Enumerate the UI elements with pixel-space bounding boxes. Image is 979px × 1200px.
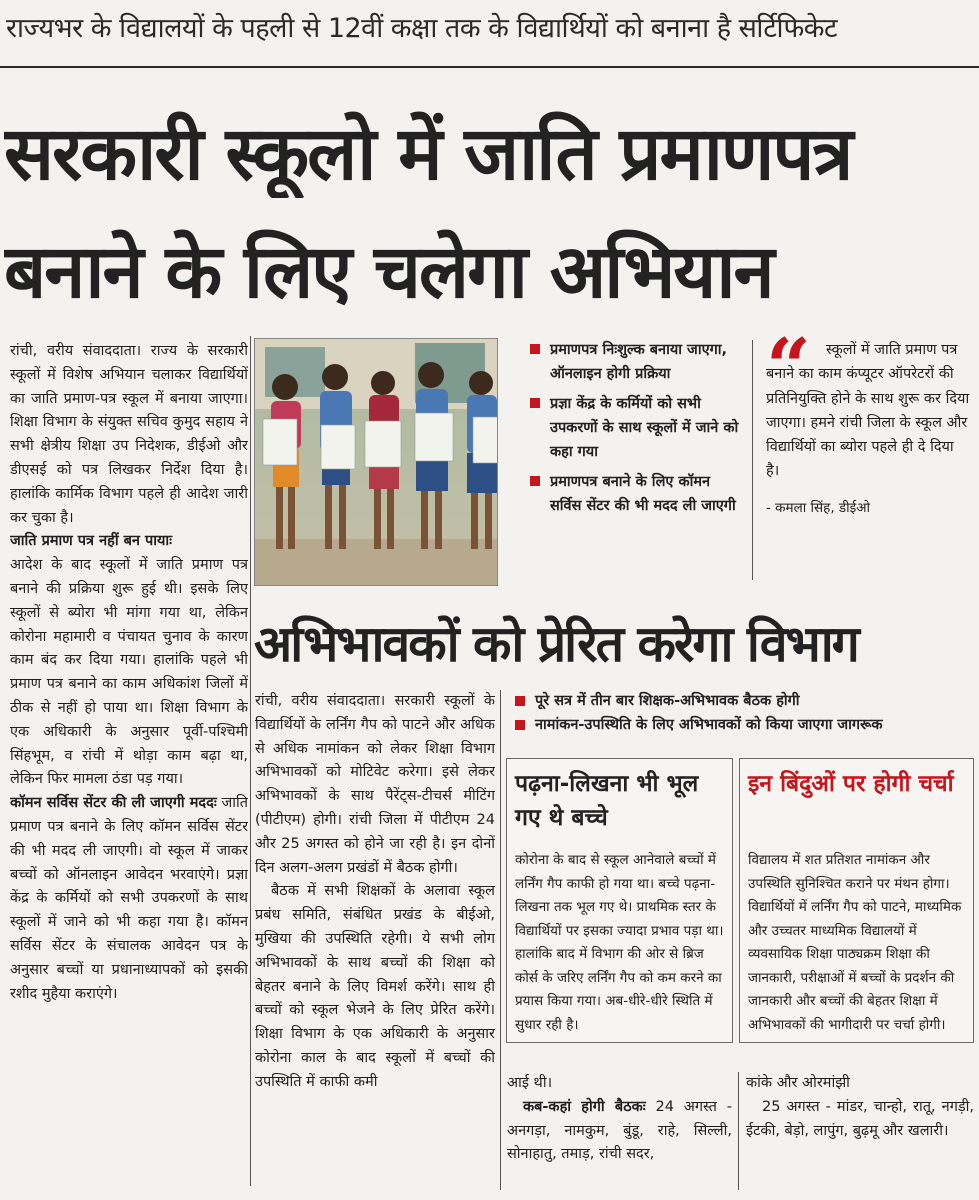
sidebar-box-title: इन बिंदुओं पर होगी चर्चा — [748, 771, 954, 797]
highlight-text: प्रज्ञा केंद्र के कर्मियों को सभी उपकरणों के साथ स्कूलों में जाने को कहा गया — [550, 396, 739, 460]
headline-line-1: सरकारी स्कूलो में जाति प्रमाणपत्र — [4, 111, 852, 197]
column-divider-quote — [752, 340, 753, 580]
story2-subhead: कब-कहां होगी बैठकः — [523, 1098, 646, 1115]
sidebar-box-body: कोरोना के बाद से स्कूल आनेवाले बच्चों में लर्निंग गैप काफी हो गया था। बच्चे पढ़ना-लिखना तक भूल गए थे। प्राथमिक स्तर के विद्यार्थियों पर इसका ज्यादा प्रभाव पड़ा था। हालांकि बाद में विभाग की ओर से ब्रिज कोर्स के जरिए लर्निंग गैप को कम करने का प्रयास किया गया। अब-धीरे-धीरे स्थिति में सुधार रही है। — [515, 852, 724, 1033]
story2-column — [255, 690, 495, 1190]
story2-headline: अभिभावकों को प्रेरित करेगा विभाग — [254, 615, 858, 673]
story1-subhead-1: जाति प्रमाण पत्र नहीं बन पायाः — [10, 533, 173, 550]
highlight-text: प्रमाणपत्र निःशुल्क बनाया जाएगा, ऑनलाइन होगी प्रक्रिया — [550, 342, 728, 382]
bullet-square-icon — [530, 476, 540, 486]
story2-paragraph-5: 25 अगस्त - मांडर, चान्हो, रातू, नगड़ी, ईटकी, बेड़ो, लापुंग, बुढ़मू और खलारी। — [746, 1098, 974, 1139]
quote-attribution: - कमला सिंह, डीईओ — [766, 499, 871, 516]
bullet-square-icon — [530, 398, 540, 408]
students-photo — [254, 338, 498, 586]
column-divider-1 — [250, 336, 251, 1186]
sidebar-box-discussion-points — [739, 758, 974, 1043]
story2-paragraph-3-start: आई थी। — [507, 1075, 553, 1091]
bullet-square-icon — [530, 344, 540, 354]
column-divider-3 — [738, 1072, 739, 1190]
story1-paragraph-1: रांची, वरीय संवाददाता। राज्य के सरकारी स्कूलों में विशेष अभियान चलाकर विद्यार्थियों का जाति प्रमाण-पत्र स्कूल में बनाया जाएगा। शिक्षा विभाग के संयुक्त सचिव कुमुद सहाय ने सभी क्षेत्रीय शिक्षा उप निदेशक, डीईओ और डीएसई को पत्र लिखकर निर्देश दिया है। हालांकि कार्मिक विभाग पहले ही आदेश जारी कर चुका है। — [10, 343, 248, 526]
story2-paragraph-1: रांची, वरीय संवाददाता। सरकारी स्कूलों के विद्यार्थियों के लर्निंग गैप को पाटने और अधिक से अधिक नामांकन को लेकर शिक्षा विभाग अभिभावकों को मोटिवेट करेगा। इसे लेकर अभिभावकों के साथ पैरेंट्स-टीचर्स मीटिंग (पीटीएम) होगी। रांची जिला में पीटीएम 24 और 25 अगस्त को होने जा रही है। इन दोनों दिन अलग-अलग प्रखंडों में बैठक होगी। — [255, 693, 495, 876]
sidebar-box-title: पढ़ना-लिखना भी भूल गए थे बच्चे — [515, 771, 699, 831]
story2-paragraph-4: कांके और ओरमांझी — [746, 1075, 850, 1091]
story2-highlight-text: पूरे सत्र में तीन बार शिक्षक-अभिभावक बैठक होगी — [535, 693, 800, 709]
story2-paragraph-2: बैठक में सभी शिक्षकों के अलावा स्कूल प्रबंध समिति, संबंधित प्रखंड के बीईओ, मुखिया की उपस्थिति रहेगी। ये सभी लोग अभिभावकों के साथ बच्चों की शिक्षा को बेहतर बनाने के लिए विमर्श करेंगे। साथ ही बच्चों को स्कूल भेजने के लिए प्रेरित करेंगे। शिक्षा विभाग के एक अधिकारी के अनुसार कोरोना काल के बाद स्कूलों में बच्चों की उपस्थिति में काफी कमी — [255, 883, 495, 1090]
top-rule — [0, 66, 979, 68]
story1-paragraph-3: जाति प्रमाण पत्र बनाने के लिए कॉमन सर्विस सेंटर की भी मदद ली जाएगी। वो स्कूल में जाकर बच्चों को ऑनलाइन आवेदन भरवाएंगे। प्रज्ञा केंद्र के कर्मियों को सभी उपकरणों के साथ स्कूलों में जाने को भी कहा गया है। कॉमन सर्विस सेंटर के संचालक आवेदन पत्र के अनुसार बच्चों या प्रधानाध्यापकों को इसकी रशीद मुहैया कराएंगे। — [10, 795, 248, 1002]
quote-box — [766, 322, 971, 516]
headline-line-2: बनाने के लिए चलेगा अभियान — [4, 229, 773, 315]
story1-subhead-2: कॉमन सर्विस सेंटर की ली जाएगी मददः — [10, 795, 217, 812]
story1-paragraph-2: आदेश के बाद स्कूलों में जाति प्रमाण पत्र बनाने की प्रक्रिया शुरू हुई थी। इसके लिए स्कूलों से ब्योरा भी मांगा गया था, लेकिन कोरोना महामारी व पंचायत चुनाव के कारण काम बंद कर दिया गया। हालांकि पहले भी प्रमाण पत्र बनाने का काम अधिकांश जिलों में ठीक से नहीं हो पाया था। शिक्षा विभाग के एक अधिकारी के अनुसार पूर्वी-पश्चिमी सिंहभूम, व रांची में थोड़ा काम बढ़ा था, लेकिन फिर मामला ठंडा पड़ गया। — [10, 557, 248, 788]
column-divider-2 — [500, 690, 501, 1190]
story2-highlight-text: नामांकन-उपस्थिति के लिए अभिभावकों को किया जाएगा जागरूक — [535, 717, 883, 733]
quote-mark-icon: “ — [766, 322, 811, 413]
highlight-item — [530, 392, 742, 464]
sidebar-box-learning-gap — [506, 758, 733, 1043]
story2-column-4 — [746, 1072, 974, 1192]
story2-paragraph-3: 24 अगस्त - अनगड़ा, नामकुम, बुंडू, राहे, सिल्ली, सोनाहातु, तमाड़, रांची सदर, — [507, 1098, 732, 1163]
highlight-text: प्रमाणपत्र बनाने के लिए कॉमन सर्विस सेंटर की भी मदद ली जाएगी — [550, 474, 736, 514]
story2-highlight-item — [515, 690, 975, 712]
story1-column — [10, 340, 248, 1190]
bullet-square-icon — [515, 720, 525, 730]
story2-column-3 — [507, 1072, 732, 1192]
highlights-list — [530, 338, 742, 524]
sidebar-box-body: विद्यालय में शत प्रतिशत नामांकन और उपस्थिति सुनिश्चित कराने पर मंथन होगा। विद्यार्थियों में लर्निंग गैप को पाटने, माध्यमिक और उच्चतर माध्यमिक विद्यालयों में व्यवसायिक शिक्षा पाठ्यक्रम शिक्षा की जानकारी, परीक्षाओं में बच्चों के प्रदर्शन की जानकारी और बच्चों की बेहतर शिक्षा में अभिभावकों की भागीदारी पर चर्चा होगी। — [748, 852, 962, 1033]
story2-highlights — [515, 690, 975, 738]
kicker-headline: राज्यभर के विद्यालयों के पहली से 12वीं कक्षा तक के विद्यार्थियों को बनाना है सर्टिफिकेट — [6, 13, 838, 44]
quote-text: स्कूलों में जाति प्रमाण पत्र बनाने का काम कंप्यूटर ऑपरेटरों की प्रतिनियुक्ति होने के साथ शुरू कर दिया जाएगा। हमने रांची जिला के स्कूल और विद्यार्थियों का ब्योरा पहले ही दे दिया है। — [766, 342, 970, 480]
students-holding-certificates-image — [255, 339, 498, 586]
highlight-item — [530, 338, 742, 386]
highlight-item — [530, 470, 742, 518]
bullet-square-icon — [515, 696, 525, 706]
story2-highlight-item — [515, 714, 975, 736]
